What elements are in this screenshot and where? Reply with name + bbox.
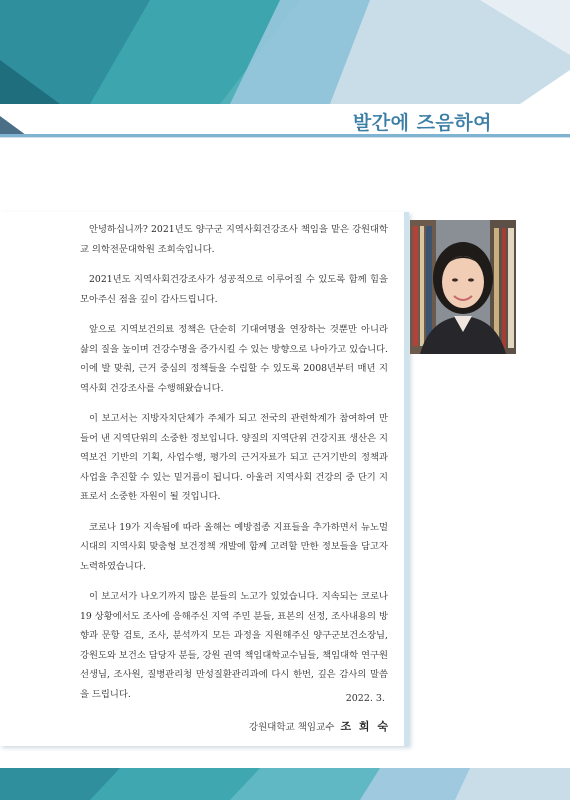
paragraph: 2021년도 지역사회건강조사가 성공적으로 이루어질 수 있도록 함께 힘을 모아주신 점을 깊이 감사드립니다. [80, 274, 388, 305]
page-heading: 발간에 즈음하여 [352, 112, 492, 134]
foreword-body [80, 220, 388, 715]
footer-banner [0, 768, 570, 800]
signature-affiliation: 강원대학교 책임교수 [248, 722, 335, 733]
signature-name: 조 희 숙 [340, 720, 390, 733]
paragraph: 이 보고서는 지방자치단체가 주체가 되고 전국의 관련학계가 참여하여 만들어 낸 지역단위의 소중한 정보입니다. 양질의 지역단위 건강지표 생산은 지역보건 기반의 기획, 사업수행, 평가의 근거자료가 되고 근거기반의 정책과 사업을 추진할 수 있는 밑거름이 됩니다. 아울러 지역사회 건강의 중 단기 지표로서 소중한 자원이 될 것입니다. [80, 413, 388, 502]
paragraph: 코로나 19가 지속됨에 따라 올해는 예방접종 지표들을 추가하면서 뉴노멀 시대의 지역사회 맞춤형 보건정책 개발에 함께 고려할 만한 정보들을 담고자 노력하였습니다. [80, 521, 388, 572]
paragraph: 앞으로 지역보건의료 정책은 단순히 기대여명을 연장하는 것뿐만 아니라 삶의 질을 높이며 건강수명을 증가시킬 수 있는 방향으로 나아가고 있습니다. 이에 발 맞춰, 근거 중심의 정책들을 수립할 수 있도록 2008년부터 매년 지역사회 건강조사를 수행해왔습니다. [80, 324, 388, 394]
author-portrait [410, 220, 516, 354]
signature [249, 718, 390, 734]
paragraph: 이 보고서가 나오기까지 많은 분들의 노고가 있었습니다. 지속되는 코로나 19 상황에서도 조사에 응해주신 지역 주민 분들, 표본의 선정, 조사내용의 방향과 문항 검토, 조사, 분석까지 모든 과정을 지원해주신 양구군보건소장님, 강원도와 보건소 담당자 분들, 강원 권역 책임대학교수님들, 책임대학 연구원 선생님, 조사원, 질병관리청 만성질환관리과에 다시 한번, 깊은 감사의 말씀을 드립니다. [80, 591, 388, 700]
date: 2022. 3. [345, 693, 385, 704]
paragraph: 안녕하십니까? 2021년도 양구군 지역사회건강조사 책임을 맡은 강원대학교 의학전문대학원 조희숙입니다. [80, 224, 388, 255]
